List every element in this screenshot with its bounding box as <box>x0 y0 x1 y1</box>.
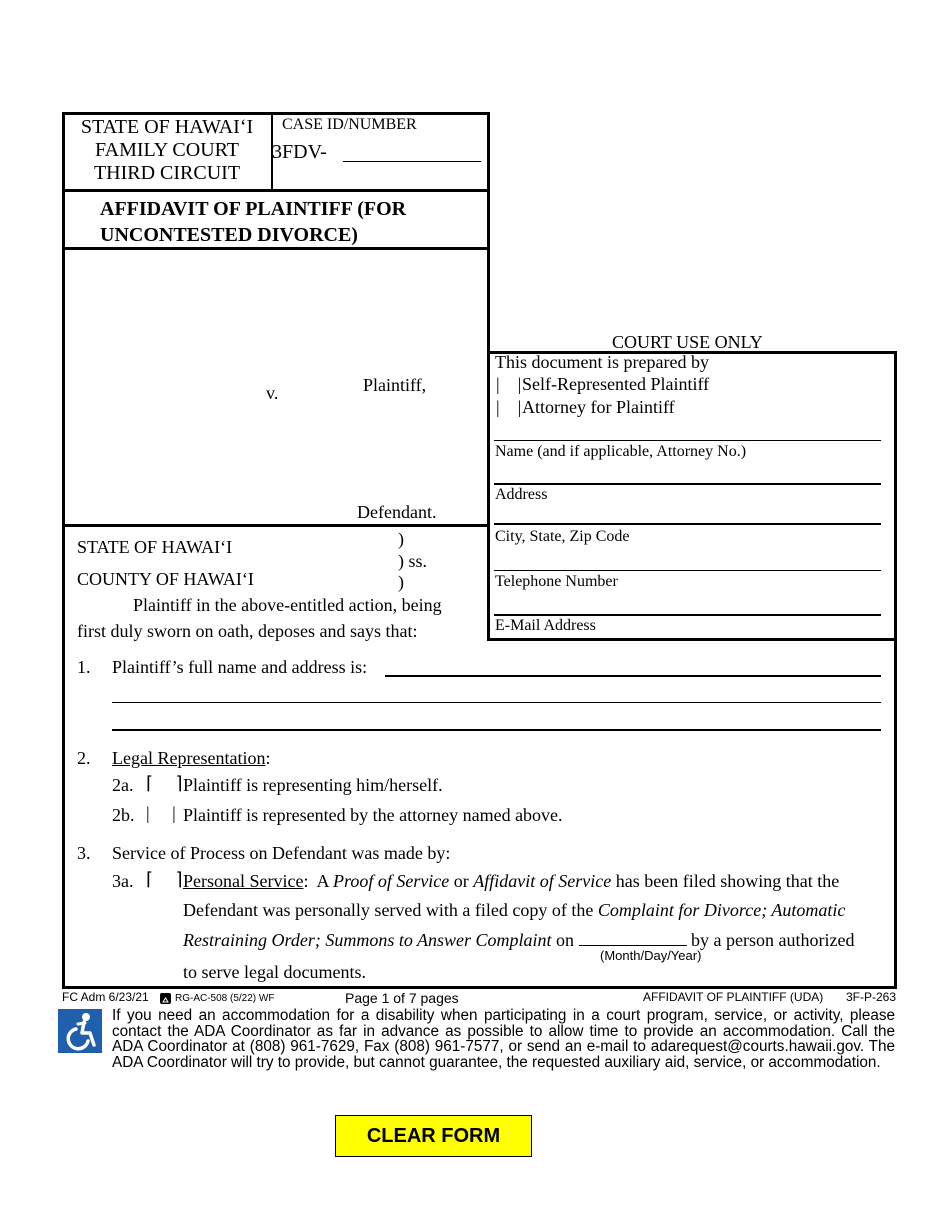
full-name-field-line2[interactable] <box>112 702 881 703</box>
court-line-circuit: THIRD CIRCUIT <box>93 162 241 184</box>
item-1-text: Plaintiff’s full name and address is: <box>112 657 368 677</box>
prepared-by-text: This document is prepared by <box>495 352 709 372</box>
address-field-label: Address <box>495 486 548 503</box>
checkbox-self-represented[interactable]: | | <box>496 374 522 394</box>
checkbox-3a[interactable]: ⌈ ⌉ <box>146 869 183 889</box>
item-3a-on: on <box>551 930 579 950</box>
defendant-label: Defendant. <box>357 502 437 522</box>
date-format-hint: (Month/Day/Year) <box>600 948 702 963</box>
service-date-field[interactable] <box>579 929 687 946</box>
form-id-footer: 3F-P-263 <box>846 990 897 1004</box>
item-3a-t1: : A <box>303 871 333 891</box>
caption-bottom-line <box>62 524 490 527</box>
item-3a-affidavit: Affidavit of Service <box>473 871 612 891</box>
form-title <box>100 196 406 248</box>
checkbox-2b[interactable]: | | <box>146 803 176 823</box>
oath-line-2: first duly sworn on oath, deposes and says that: <box>77 621 418 641</box>
court-use-title: COURT USE ONLY <box>612 332 763 352</box>
checkbox-2a[interactable]: ⌈ ⌉ <box>146 773 183 793</box>
versus-label: v. <box>266 383 279 403</box>
address-field-line[interactable] <box>494 483 881 485</box>
item-3a-line3 <box>183 929 854 951</box>
option-attorney-label: Attorney for Plaintiff <box>522 397 675 417</box>
court-name <box>64 116 270 185</box>
venue-state: STATE OF HAWAI‘I <box>77 537 233 557</box>
item-3a-line3a: Restraining Order; Summons to Answer Complaint <box>183 930 552 950</box>
venue-paren-1: ) <box>398 529 404 549</box>
name-field-line[interactable] <box>494 440 881 441</box>
item-3a-line2a: Defendant was personally served with a filed copy of the <box>183 900 598 920</box>
venue-ss: ) ss. <box>398 551 428 571</box>
body-left-border <box>62 248 65 988</box>
item-2b-text: Plaintiff is represented by the attorney named above. <box>183 805 563 825</box>
plaintiff-label: Plaintiff, <box>363 375 427 395</box>
item-2-heading <box>112 748 270 769</box>
header-title-divider <box>62 189 490 192</box>
page-count: Page 1 of 7 pages <box>345 990 459 1006</box>
item-2-text: Legal Representation <box>112 748 266 768</box>
accessibility-icon <box>58 1009 102 1053</box>
court-line-family: FAMILY COURT <box>94 139 240 161</box>
item-3a-line2 <box>183 900 845 921</box>
court-line-state: STATE OF HAWAI‘I <box>80 116 254 138</box>
item-2b-number: 2b. <box>112 805 135 825</box>
item-3a-label: Personal Service <box>183 871 304 891</box>
case-id-label: CASE ID/NUMBER <box>282 116 417 133</box>
item-3a-or: or <box>449 871 474 891</box>
form-name-footer: AFFIDAVIT OF PLAINTIFF (UDA) <box>643 990 824 1004</box>
recycle-icon <box>160 993 171 1004</box>
clear-form-button[interactable]: CLEAR FORM <box>335 1115 532 1157</box>
email-field-label: E-Mail Address <box>495 617 596 634</box>
option-attorney[interactable] <box>496 397 675 418</box>
case-prefix: 3FDV- <box>272 141 327 163</box>
item-3a-line2b: Complaint for Divorce; Automatic <box>597 900 846 920</box>
phone-field-label: Telephone Number <box>495 573 618 590</box>
item-3a-t2: has been filed showing that the <box>611 871 840 891</box>
city-field-line[interactable] <box>494 523 881 525</box>
name-field-label: Name (and if applicable, Attorney No.) <box>495 443 747 460</box>
oath-line-1: Plaintiff in the above-entitled action, being <box>133 595 442 615</box>
venue-paren-3: ) <box>398 572 404 592</box>
rg-code: RG-AC-508 (5/22) WF <box>175 993 275 1004</box>
option-self-represented-label: Self-Represented Plaintiff <box>522 374 710 394</box>
checkbox-attorney[interactable]: | | <box>496 397 522 417</box>
body-bottom-border <box>62 986 897 989</box>
case-number-field[interactable] <box>343 143 481 162</box>
item-3a-number: 3a. <box>112 871 134 891</box>
body-right-border <box>894 639 897 988</box>
item-3-number: 3. <box>77 843 91 863</box>
fc-adm-code: FC Adm 6/23/21 <box>62 990 149 1004</box>
item-3a-by: by a person authorized <box>686 930 855 950</box>
city-field-label: City, State, Zip Code <box>495 528 630 545</box>
email-field-line[interactable] <box>494 614 881 616</box>
option-self-represented[interactable] <box>496 374 709 395</box>
item-2a-text: Plaintiff is representing him/herself. <box>183 775 443 795</box>
item-2a-number: 2a. <box>112 775 134 795</box>
venue-county: COUNTY OF HAWAI‘I <box>77 569 254 589</box>
item-3a-line1 <box>183 871 839 892</box>
form-title-line2: UNCONTESTED DIVORCE) <box>100 224 358 246</box>
item-3a-line4: to serve legal documents. <box>183 962 366 982</box>
full-name-field-line1[interactable] <box>385 675 881 677</box>
ada-notice: If you need an accommodation for a disability when participating in a court program, service, or activity, please contact the ADA Coordinator as far in advance as possible to allow time to provide an accommodation. Call the ADA Coordinator at (808) 961-7629, Fax (808) 961-7577, or send an e-mail to adarequest@courts.hawaii.gov. The ADA Coordinator will try to provide, but cannot guarantee, the requested auxiliary aid, service, or accommodation. <box>112 1007 895 1071</box>
item-2-number: 2. <box>77 748 91 768</box>
phone-field-line[interactable] <box>494 570 881 571</box>
full-name-field-line3[interactable] <box>112 729 881 731</box>
item-3a-proof: Proof of Service <box>332 871 450 891</box>
item-1-number: 1. <box>77 657 91 677</box>
item-2-colon: : <box>265 748 271 768</box>
form-title-line1: AFFIDAVIT OF PLAINTIFF (FOR <box>100 198 407 220</box>
item-3-text: Service of Process on Defendant was made by: <box>112 843 451 863</box>
